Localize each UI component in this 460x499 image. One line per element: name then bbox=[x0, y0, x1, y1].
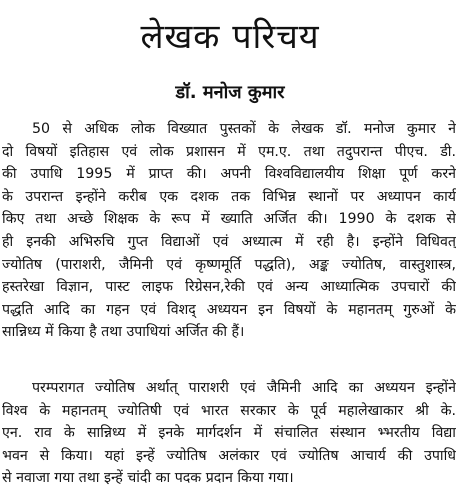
paragraph-line: परम्परागत ज्योतिष अर्थात् पाराशरी एवं जैमिनी आदि का अध्ययन इन्होंने bbox=[32, 380, 456, 396]
paragraph-line: भवन से किया। यहां इन्हें ज्योतिष अलंकार एवं ज्योतिष आचार्य की उपाधि bbox=[2, 447, 456, 464]
paragraph-1 bbox=[2, 118, 456, 344]
paragraph-line: से नवाजा गया तथा इन्हें चांदी का पदक प्रदान किया गया। bbox=[2, 470, 294, 487]
paragraph-line: 50 से अधिक लोक विख्यात पुस्तकों के लेखक डॉ. मनोज कुमार ने bbox=[32, 121, 456, 137]
paragraph-line: एन. राव के सान्निध्य में इनके मार्गदर्शन में संचालित संस्थान भ्भरतीय विद्या bbox=[2, 425, 456, 442]
paragraph-line: सान्निध्य में किया है तथा उपाधियां अर्जित की हैं। bbox=[2, 324, 245, 341]
paragraph-line: की उपाधि 1995 में प्राप्त की। अपनी विश्वविद्यालयीय शिक्षा पूर्ण करने bbox=[2, 166, 456, 183]
paragraph-line: पद्धति आदि का गहन एवं विशद् अध्ययन इन विषयों के महानतम् गुरुओं के bbox=[2, 301, 456, 318]
paragraph-line: किए तथा अच्छे शिक्षक के रूप में ख्याति अर्जित की। 1990 के दशक से bbox=[2, 211, 456, 228]
paragraph-2 bbox=[2, 377, 456, 490]
paragraph-line: विश्व के महानतम् ज्योतिषी एवं भारत सरकार के पूर्व महालेखाकार श्री के. bbox=[2, 402, 456, 419]
paragraph-line: हस्तरेखा विज्ञान, पास्ट लाइफ रिग्रेसन,रेकी एवं अन्य आध्यात्मिक उपचारों की bbox=[2, 279, 456, 296]
paragraph-line: के उपरान्त इन्होंने करीब एक दशक तक विभिन्न स्थानों पर अध्यापन कार्य bbox=[2, 188, 456, 205]
author-name: डॉ. मनोज कुमार bbox=[175, 82, 285, 103]
paragraph-line: ही इनकी अभिरुचि गुप्त विद्याओं एवं अध्यात्म में रही है। इन्होंने विधिवत् bbox=[2, 233, 456, 250]
paragraph-line: दो विषयों इतिहास एवं लोक प्रशासन में एम.ए. तथा तदुपरान्त पीएच. डी. bbox=[2, 143, 456, 160]
paragraph-line: ज्योतिष (पाराशरी, जैमिनी एवं कृष्णमूर्ति पद्धति), अङ्क ज्योतिष, वास्तुशास्त्र, bbox=[2, 256, 456, 273]
page-title: लेखक परिचय bbox=[140, 17, 320, 57]
